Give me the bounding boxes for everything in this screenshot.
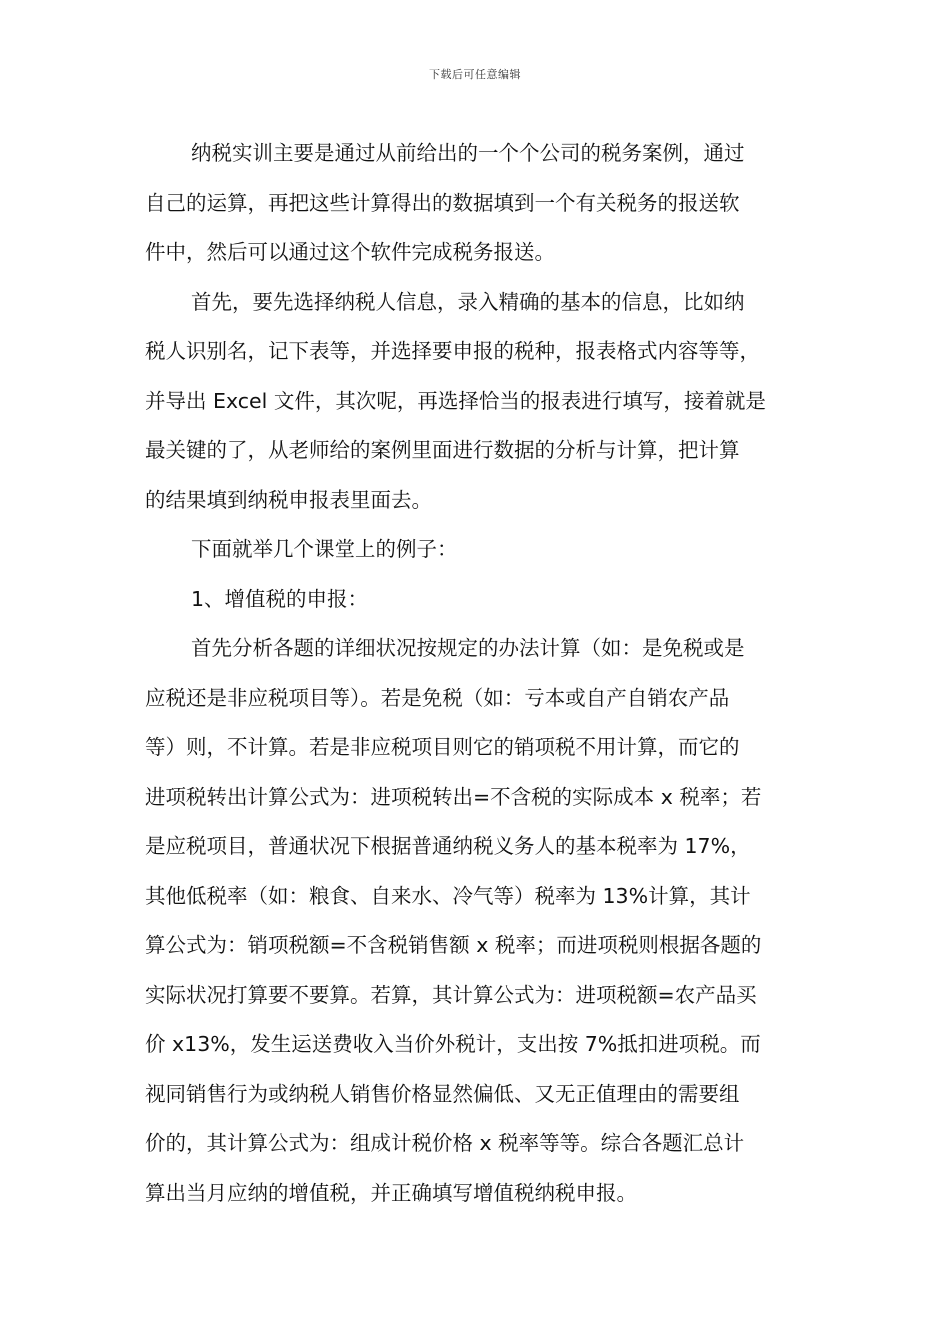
text-line: 算出当月应纳的增值税，并正确填写增值税纳税申报。 (145, 1180, 637, 1205)
text-line: 纳税实训主要是通过从前给出的一个个公司的税务案例，通过 (191, 141, 745, 165)
text-line: 最关键的了，从老师给的案例里面进行数据的分析与计算，把计算 (145, 438, 740, 462)
text-line: 视同销售行为或纳税人销售价格显然偏低、又无正值理由的需要组 (145, 1081, 740, 1106)
text-line: 等）则，不计算。若是非应税项目则它的销项税不用计算，而它的 (145, 735, 740, 759)
text-line: 算公式为：销项税额=不含税销售额 x 税率；而进项税则根据各题的 (145, 933, 762, 957)
text-line: 的结果填到纳税申报表里面去。 (145, 487, 432, 512)
document-body (145, 134, 810, 1223)
text-line: 价的，其计算公式为：组成计税价格 x 税率等等。综合各题汇总计 (145, 1131, 745, 1155)
paragraph-vat-details (145, 629, 810, 1223)
text-line: 进项税转出计算公式为：进项税转出=不含税的实际成本 x 税率；若 (145, 784, 762, 809)
paragraph-examples-intro (145, 530, 810, 580)
text-line: 税人识别名，记下表等，并选择要申报的税种，报表格式内容等等， (145, 339, 760, 363)
text-line: 首先，要先选择纳税人信息，录入精确的基本的信息，比如纳 (191, 289, 745, 314)
text-line: 应税还是非应税项目等）。若是免税（如：亏本或自产自销农产品 (145, 685, 730, 710)
text-line: 价 x13%，发生运送费收入当价外税计，支出按 7%抵扣进项税。而 (145, 1032, 761, 1056)
text-line: 实际状况打算要不要算。若算，其计算公式为：进项税额=农产品买 (145, 982, 757, 1007)
text-line: 件中，然后可以通过这个软件完成税务报送。 (145, 240, 555, 264)
text-line: 自己的运算，再把这些计算得出的数据填到一个有关税务的报送软 (145, 190, 740, 215)
text-line: 并导出 Excel 文件，其次呢，再选择恰当的报表进行填写，接着就是 (145, 388, 766, 413)
paragraph-steps (145, 283, 810, 531)
page-header: 下载后可任意编辑 (429, 68, 521, 81)
text-line: 其他低税率（如：粮食、自来水、冷气等）税率为 13%计算，其计 (145, 883, 751, 908)
paragraph-intro (145, 134, 810, 283)
text-line: 是应税项目，普通状况下根据普通纳税义务人的基本税率为 17%， (145, 834, 751, 858)
section-heading-vat (145, 580, 810, 630)
text-line: 1、增值税的申报： (191, 586, 369, 611)
text-line: 下面就举几个课堂上的例子： (191, 537, 458, 561)
text-line: 首先分析各题的详细状况按规定的办法计算（如：是免税或是 (191, 636, 745, 660)
